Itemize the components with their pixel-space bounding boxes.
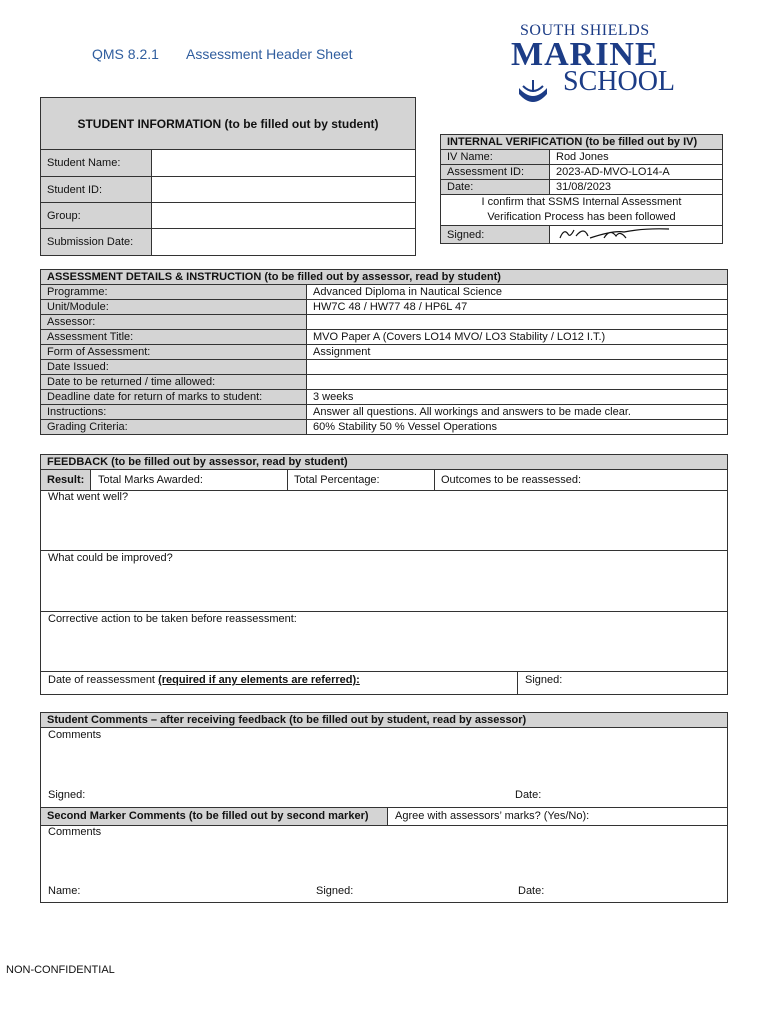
student-info-header [40, 97, 416, 150]
date-reassess-text: Date of reassessment [48, 674, 159, 686]
student-date-label: Date: [515, 789, 542, 801]
submission-date-field[interactable] [152, 229, 416, 256]
result-label: Result: [41, 470, 91, 490]
ship-emblem-icon [515, 80, 551, 110]
second-signed-label: Signed: [316, 885, 354, 897]
second-comments-label: Comments [48, 826, 102, 838]
grading-value: 60% Stability 50 % Vessel Operations [307, 420, 728, 435]
programme-value: Advanced Diploma in Nautical Science [307, 285, 728, 300]
unit-label: Unit/Module: [41, 300, 307, 315]
corrective-field[interactable] [41, 612, 727, 672]
second-name-label: Name: [48, 885, 81, 897]
deadline-label: Deadline date for return of marks to student: [41, 390, 307, 405]
assessment-title-value: MVO Paper A (Covers LO14 MVO/ LO3 Stability / LO12 I.T.) [307, 330, 728, 345]
iv-name-label: IV Name: [441, 150, 550, 165]
improved-field[interactable] [41, 551, 727, 612]
result-row [41, 470, 727, 491]
student-comments-label: Comments [48, 729, 102, 741]
logo-line3: SCHOOL [563, 66, 676, 97]
signature-icon [554, 226, 674, 240]
assessor-value [307, 315, 728, 330]
group-label: Group: [41, 203, 152, 229]
iv-signature-cell [550, 226, 723, 244]
date-issued-value [307, 360, 728, 375]
assessment-title: ASSESSMENT DETAILS & INSTRUCTION (to be filled out by assessor, read by student) [41, 270, 728, 285]
outcomes-field[interactable]: Outcomes to be reassessed: [441, 474, 582, 486]
logo-line2: MARINE [511, 36, 659, 73]
agree-field[interactable]: Agree with assessors’ marks? (Yes/No): [395, 810, 590, 822]
student-comments-title: Student Comments – after receiving feedback (to be filled out by student, read by assessor) [41, 713, 727, 728]
date-reassess-field[interactable] [41, 672, 518, 694]
corrective-label: Corrective action to be taken before reassessment: [48, 613, 297, 625]
iv-signed-label: Signed: [441, 226, 550, 244]
total-percentage-field[interactable]: Total Percentage: [288, 470, 435, 490]
second-marker-row [41, 808, 727, 826]
iv-title: INTERNAL VERIFICATION (to be filled out by IV) [441, 135, 723, 150]
logo-line1: SOUTH SHIELDS [520, 22, 650, 39]
iv-date-value: 31/08/2023 [550, 180, 723, 195]
iv-name-value: Rod Jones [550, 150, 723, 165]
feedback-title: FEEDBACK (to be filled out by assessor, read by student) [41, 455, 727, 470]
went-well-field[interactable] [41, 490, 727, 551]
iv-confirm-line2: Verification Process has been followed [487, 211, 676, 223]
assessment-id-value: 2023-AD-MVO-LO14-A [550, 165, 723, 180]
deadline-value: 3 weeks [307, 390, 728, 405]
second-marker-comments-field[interactable] [41, 826, 727, 902]
instructions-value: Answer all questions. All workings and answers to be made clear. [307, 405, 728, 420]
student-name-label: Student Name: [41, 150, 152, 177]
assessment-title-label: Assessment Title: [41, 330, 307, 345]
date-issued-label: Date Issued: [41, 360, 307, 375]
second-date-label: Date: [518, 885, 545, 897]
grading-label: Grading Criteria: [41, 420, 307, 435]
date-returned-label: Date to be returned / time allowed: [41, 375, 307, 390]
student-signed-label: Signed: [48, 789, 86, 801]
assessment-id-label: Assessment ID: [441, 165, 550, 180]
submission-date-label: Submission Date: [41, 229, 152, 256]
student-info-title: STUDENT INFORMATION (to be filled out by student) [77, 117, 379, 131]
date-returned-value [307, 375, 728, 390]
doc-title: Assessment Header Sheet [186, 46, 353, 62]
feedback-signed-label: Signed: [525, 674, 563, 686]
unit-value: HW7C 48 / HW77 48 / HP6L 47 [307, 300, 728, 315]
school-logo [505, 22, 676, 114]
iv-confirm-cell [441, 195, 723, 226]
student-name-field[interactable] [152, 150, 416, 177]
student-info-table [40, 149, 416, 256]
went-well-label: What went well? [48, 491, 129, 503]
date-reassess-label [48, 674, 360, 686]
form-value: Assignment [307, 345, 728, 360]
comments-section [40, 712, 728, 903]
assessment-details-table [40, 269, 728, 435]
programme-label: Programme: [41, 285, 307, 300]
form-label: Form of Assessment: [41, 345, 307, 360]
total-marks-field[interactable]: Total Marks Awarded: [91, 470, 288, 490]
feedback-section [40, 454, 728, 695]
student-id-label: Student ID: [41, 177, 152, 203]
date-reassess-note: (required if any elements are referred): [158, 674, 360, 686]
doc-code: QMS 8.2.1 [92, 46, 159, 62]
assessor-label: Assessor: [41, 315, 307, 330]
iv-confirm-line1: I confirm that SSMS Internal Assessment [481, 196, 682, 208]
group-field[interactable] [152, 203, 416, 229]
improved-label: What could be improved? [48, 552, 173, 564]
classification-label: NON-CONFIDENTIAL [6, 964, 115, 976]
iv-date-label: Date: [441, 180, 550, 195]
student-id-field[interactable] [152, 177, 416, 203]
second-marker-title: Second Marker Comments (to be filled out by second marker) [41, 808, 388, 825]
student-comments-field[interactable] [41, 728, 727, 808]
instructions-label: Instructions: [41, 405, 307, 420]
internal-verification-table [440, 134, 723, 244]
